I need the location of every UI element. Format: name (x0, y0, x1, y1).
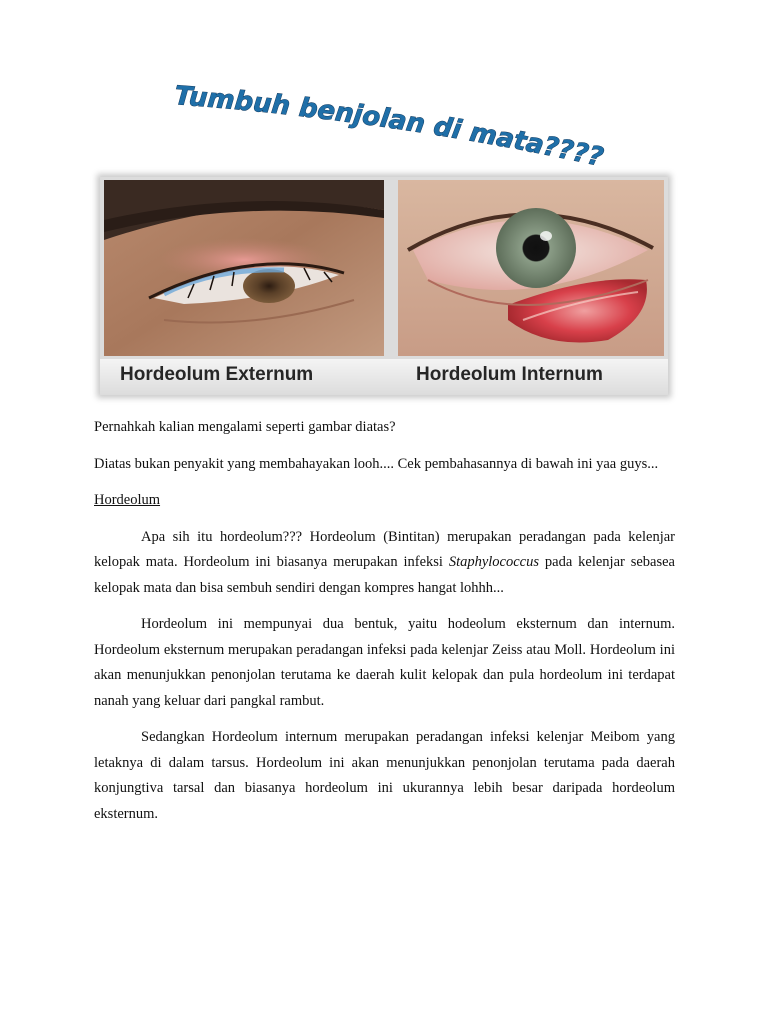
paragraph-definition (94, 525, 675, 602)
intro-paragraph: Diatas bukan penyakit yang membahayakan looh.... Cek pembahasannya di bawah ini yaa guys... (94, 455, 659, 472)
paragraph-definition-text-1: Apa sih itu hordeolum??? Hordeolum (Bintitan) merupakan peradangan pada kelenjar kelopak mata. Hordeolum ini biasanya merupakan infeksi (94, 528, 675, 570)
section-heading-text: Hordeolum (94, 492, 161, 508)
intro-question: Pernahkah kalian mengalami seperti gambar diatas? (94, 419, 396, 435)
caption-hordeolum-externum: Hordeolum Externum (120, 364, 314, 385)
hordeolum-externum-photo (104, 180, 384, 356)
wordart-title-text: Tumbuh benjolan di mata???? Jangan takut!!! Yuu cek (150, 55, 606, 174)
hordeolum-internum-photo (398, 180, 664, 356)
bacteria-name: Staphylococcus (448, 554, 540, 570)
article-body (94, 415, 675, 838)
caption-hordeolum-internum: Hordeolum Internum (416, 364, 603, 385)
wordart-title (150, 55, 620, 178)
section-heading (94, 488, 675, 514)
paragraph-definition-text-2: pada kelenjar sebasea kelopak mata dan bisa sembuh sendiri dengan kompres hangat lohhh... (94, 554, 675, 596)
caption-bar (100, 359, 668, 395)
hordeolum-figure (100, 177, 668, 395)
paragraph-types: Hordeolum ini mempunyai dua bentuk, yaitu hodeolum eksternum dan internum. Hordeolum eksternum merupakan peradangan infeksi pada kelenjar Zeiss atau Moll. Hordeolum ini akan menunjukkan penonjolan terutama ke daerah kulit kelopak dan pula hordeolum ini terdapat nanah yang keluar dari pangkal rambut. (94, 616, 675, 709)
paragraph-internum: Sedangkan Hordeolum internum merupakan peradangan infeksi kelenjar Meibom yang letaknya di dalam tarsus. Hordeolum ini akan menunjukkan penonjolan terutama pada daerah konjungtiva tarsal dan biasanya hordeolum ini ukurannya lebih besar daripada hordeolum eksternum. (94, 729, 675, 822)
